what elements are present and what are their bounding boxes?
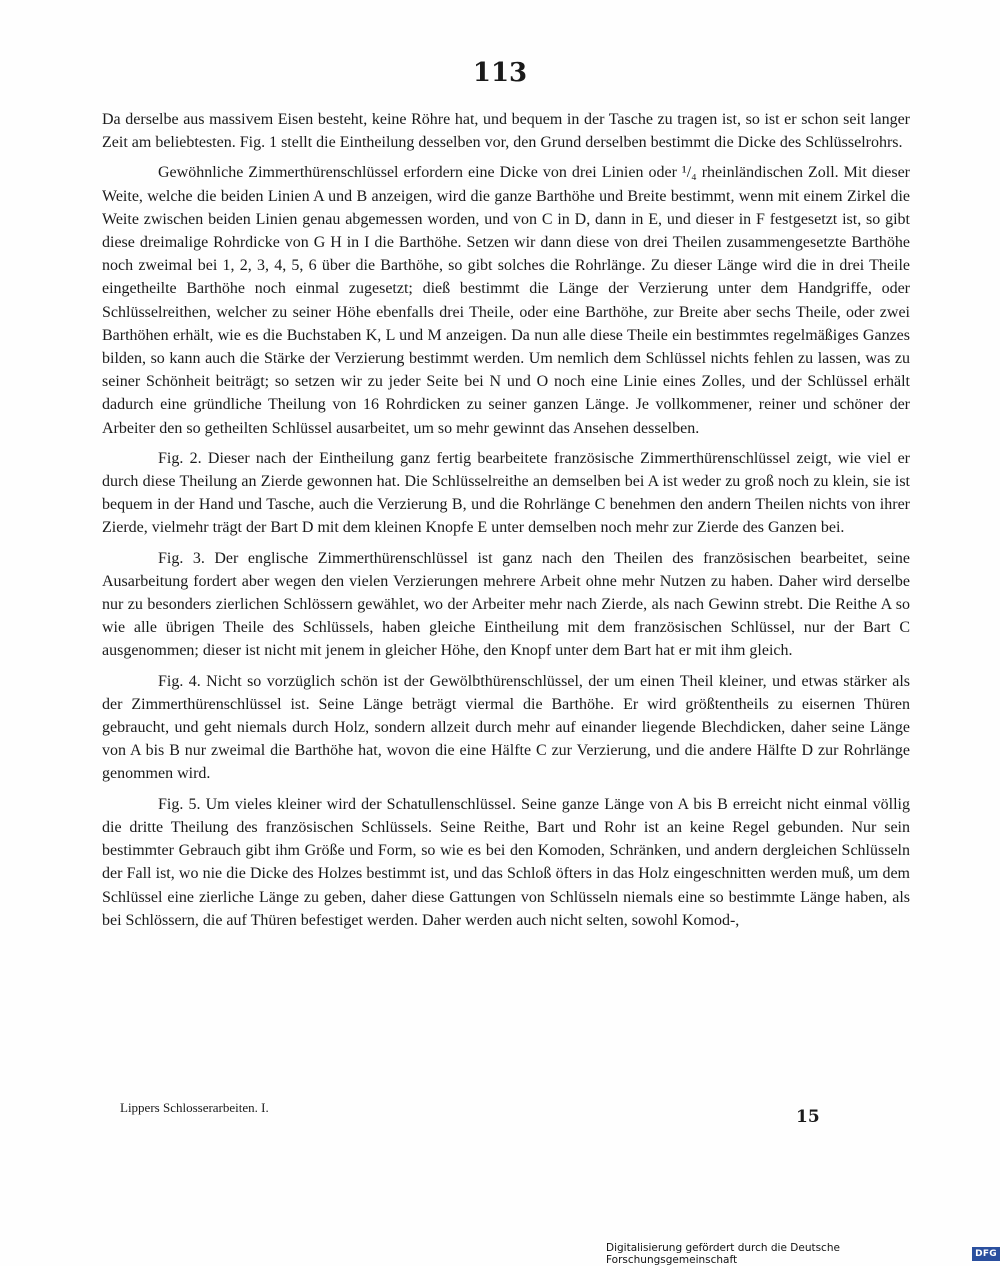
dfg-banner-text: Digitalisierung gefördert durch die Deutsche Forschungsgemeinschaft <box>606 1242 840 1266</box>
paragraph-fig5: Fig. 5. Um vieles kleiner wird der Schatullenschlüssel. Seine ganze Länge von A bis B erreicht nicht einmal völlig die dritte Theilung des französischen Schlüssels. Seine Reithe, Bart und Rohr ist an keine Regel gebunden. Nur sein bestimmter Gebrauch gibt ihm Größe und Form, so wie es bei den Komoden, Schränken, und andern dergleichen Schlüsseln der Fall ist, wo nie die Dicke des Holzes bestimmt ist, und das Schloß öfters in das Holz eingeschnitten werden muß, um dem Schlüssel eine zierliche Länge zu geben, daher diese Gattungen von Schlüsseln niemals eine so bestimmte Länge haben, als bei Schlössern, die auf Thüren befestiget werden. Daher werden auch nicht selten, sowohl Komod-, <box>102 795 910 929</box>
page-number: 113 <box>472 58 528 88</box>
body-text <box>102 108 910 939</box>
paragraph-fig2: Fig. 2. Dieser nach der Eintheilung ganz fertig bearbeitete französische Zimmerthürenschlüssel zeigt, wie viel er durch diese Theilung an Zierde gewonnen hat. Die Schlüsselreithe an demselben bei A ist weder zu groß noch zu klein, sie ist bequem in der Hand und Tasche, auch die Verzierung B, und die Rohrlänge C benehmen den andern Theilen nichts von ihrer Zierde, vielmehr trägt der Bart D mit dem kleinen Knopfe E unter demselben noch mehr zur Zierde des Ganzen bei. <box>102 449 910 537</box>
dfg-logo: DFG <box>972 1247 1000 1261</box>
paragraph-fig4: Fig. 4. Nicht so vorzüglich schön ist der Gewölbthürenschlüssel, der um einen Theil kleiner, und etwas stärker als der Zimmerthürenschlüssel ist. Seine Länge beträgt viermal die Barthöhe. Er wird größtentheils zu eisernen Thüren gebraucht, und geht niemals durch Holz, sondern allzeit durch mehr auf einander liegende Blechdicken, daher seine Länge von A bis B nur zweimal die Barthöhe hat, wovon die eine Hälfte C zur Verzierung, und die andere Hälfte D zur Rohrlänge genommen wird. <box>102 672 910 783</box>
sheet-number: 15 <box>796 1107 820 1127</box>
paragraph-intro: Da derselbe aus massivem Eisen besteht, keine Röhre hat, und bequem in der Tasche zu tragen ist, so ist er schon seit langer Zeit am beliebtesten. Fig. 1 stellt die Eintheilung desselben vor, den Grund derselben bestimmt die Dicke des Schlüsselrohrs. <box>102 111 910 152</box>
paragraph-fig3: Fig. 3. Der englische Zimmerthürenschlüssel ist ganz nach den Theilen des französischen bearbeitet, seine Ausarbeitung fordert aber wegen den vielen Verzierungen mehrere Arbeit ohne mehr Nutzen zu haben. Daher wird derselbe nur zu besonders zierlichen Schlössern gewählet, wo der Arbeiter mehr nach Zierde, als nach Gewinn strebt. Die Reithe A so wie alle übrigen Theile des Schlüssels, haben gleiche Eintheilung mit dem französischen Schlüssel, nur der Bart C ausgenommen; dieser ist nicht mit jenem in gleicher Höhe, den Knopf unter dem Bart hat er mit ihm gleich. <box>102 549 910 660</box>
paragraph-fig1: Gewöhnliche Zimmerthürenschlüssel erfordern eine Dicke von drei Linien oder ¹/₄ rheinländischen Zoll. Mit dieser Weite, welche die beiden Linien A und B anzeigen, wird die ganze Barthöhe und Breite bestimmt, wenn mit einem Zirkel die Weite zwischen beiden Linien genau abgemessen worden, und von C in D, dann in E, und dieser in F festgesetzt ist, so gibt diese dreimalige Rohrdicke von G H in I die Barthöhe. Setzen wir dann diese von drei Theilen zusammengesetzte Barthöhe noch zweimal bei 1, 2, 3, 4, 5, 6 über die Barthöhe, so gibt solches die Rohrlänge. Zu dieser Länge wird die in drei Theile eingetheilte Barthöhe noch einmal zugesetzt; dieß bestimmt die Länge der Verzierung unter dem Handgriffe, oder Schlüsselreithen, welcher zu seiner Höhe ebenfalls drei Theile, oder eine Barthöhe, zur Breite aber sechs Theile, oder zwei Barthöhen erhält, wie es die Buchstaben K, L und M anzeigen. Da nun alle diese Theile ein bestimmtes regelmäßiges Ganzes bilden, so kann auch die Stärke der Verzierung bestimmt werden. Um nemlich dem Schlüssel nichts fehlen zu lassen, was zu seiner Schönheit beiträgt; so setzen wir zu jeder Seite bei N und O noch eine Linie eines Zolles, und der Schlüssel erhält dadurch eine gründliche Theilung von 16 Rohrdicken zu seiner ganzen Länge. Je vollkommener, reiner und schöner der Arbeiter den so getheilten Schlüssel ausarbeitet, um so mehr gewinnt das Ansehen desselben. <box>102 164 910 437</box>
signature-line: Lippers Schlosserarbeiten. I. <box>120 1100 269 1115</box>
dfg-funding-banner <box>606 1242 1000 1266</box>
